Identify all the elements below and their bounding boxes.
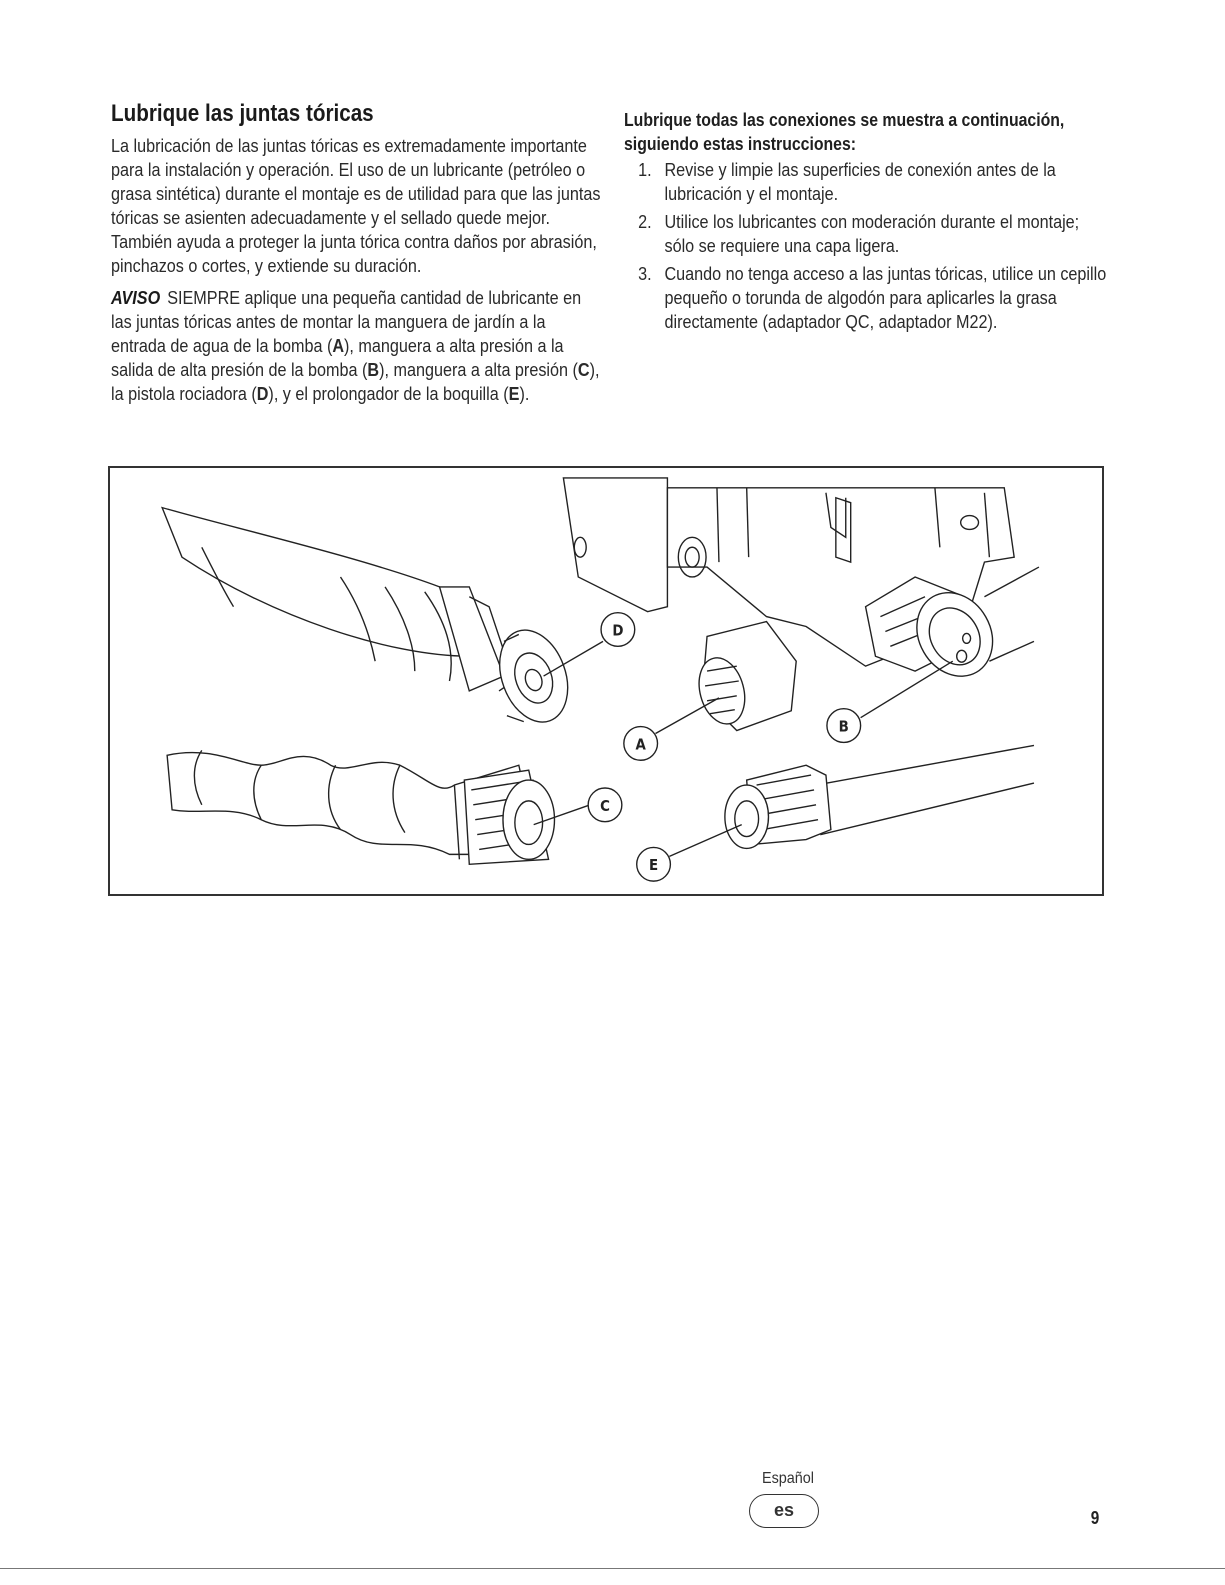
leader-line-a: [656, 698, 719, 734]
nozzle-extension-fitting: [725, 745, 1034, 848]
list-item: 3. Cuando no tenga acceso a las juntas tóricas, utilice un cepillo pequeño o torunda de algodón para aplicarles la grasa directamente (adaptador QC, adaptador M22).: [638, 263, 1107, 332]
list-item: 2. Utilice los lubricantes con moderación durante el montaje; sólo se requiere una capa ligera.: [638, 211, 1080, 256]
inlet-fitting: [692, 622, 796, 731]
pressure-hose-fitting: [167, 750, 554, 864]
callout-label-b: B: [838, 717, 849, 736]
notice-paragraph: AVISO SIEMPRE aplique una pequeña cantidad de lubricante en las juntas tóricas antes de montar la manguera de jardín a la entrada de agua de la bomba (A), manguera a alta presión a la salida de alta presión de la bomba (B), manguera a alta presión (C), la pistola rociadora (D), y el prolongador de la boquilla (E).: [111, 287, 600, 404]
intro-paragraph: La lubricación de las juntas tóricas es extremadamente importante para la instalación y operación. El uso de un lubricante (petróleo o grasa sintética) durante el montaje es de utilidad para que las juntas tóricas se asienten adecuadamente y el sellado quede mejor. También ayuda a proteger la junta tórica contra daños por abrasión, pinchazos o cortes, y extiende su duración.: [111, 135, 601, 276]
fittings-illustration: [108, 466, 1104, 896]
callout-label-e: E: [648, 856, 659, 875]
notice-label: AVISO: [111, 287, 161, 308]
instructions-title: Lubrique todas las conexiones se muestra a continuación, siguiendo estas instrucciones:: [624, 109, 1065, 154]
bottom-divider: [0, 1568, 1225, 1569]
list-item: 1. Revise y limpie las superficies de conexión antes de la lubricación y el montaje.: [638, 159, 1056, 204]
illustration-svg: [110, 468, 1102, 894]
leader-line-b: [861, 661, 953, 717]
spray-gun-fitting: [162, 508, 580, 732]
instruction-list: [624, 158, 1106, 334]
page-number: 9: [1090, 1508, 1100, 1528]
language-badge: es: [749, 1494, 819, 1528]
footer-language: Español: [761, 1470, 815, 1487]
right-column: [624, 108, 1110, 338]
callout-label-a: A: [635, 735, 646, 754]
left-column: [111, 100, 601, 406]
callout-label-c: C: [600, 796, 610, 815]
leader-line-e: [669, 825, 741, 857]
callout-label-d: D: [612, 621, 624, 640]
section-title: Lubrique las juntas tóricas: [111, 100, 374, 127]
